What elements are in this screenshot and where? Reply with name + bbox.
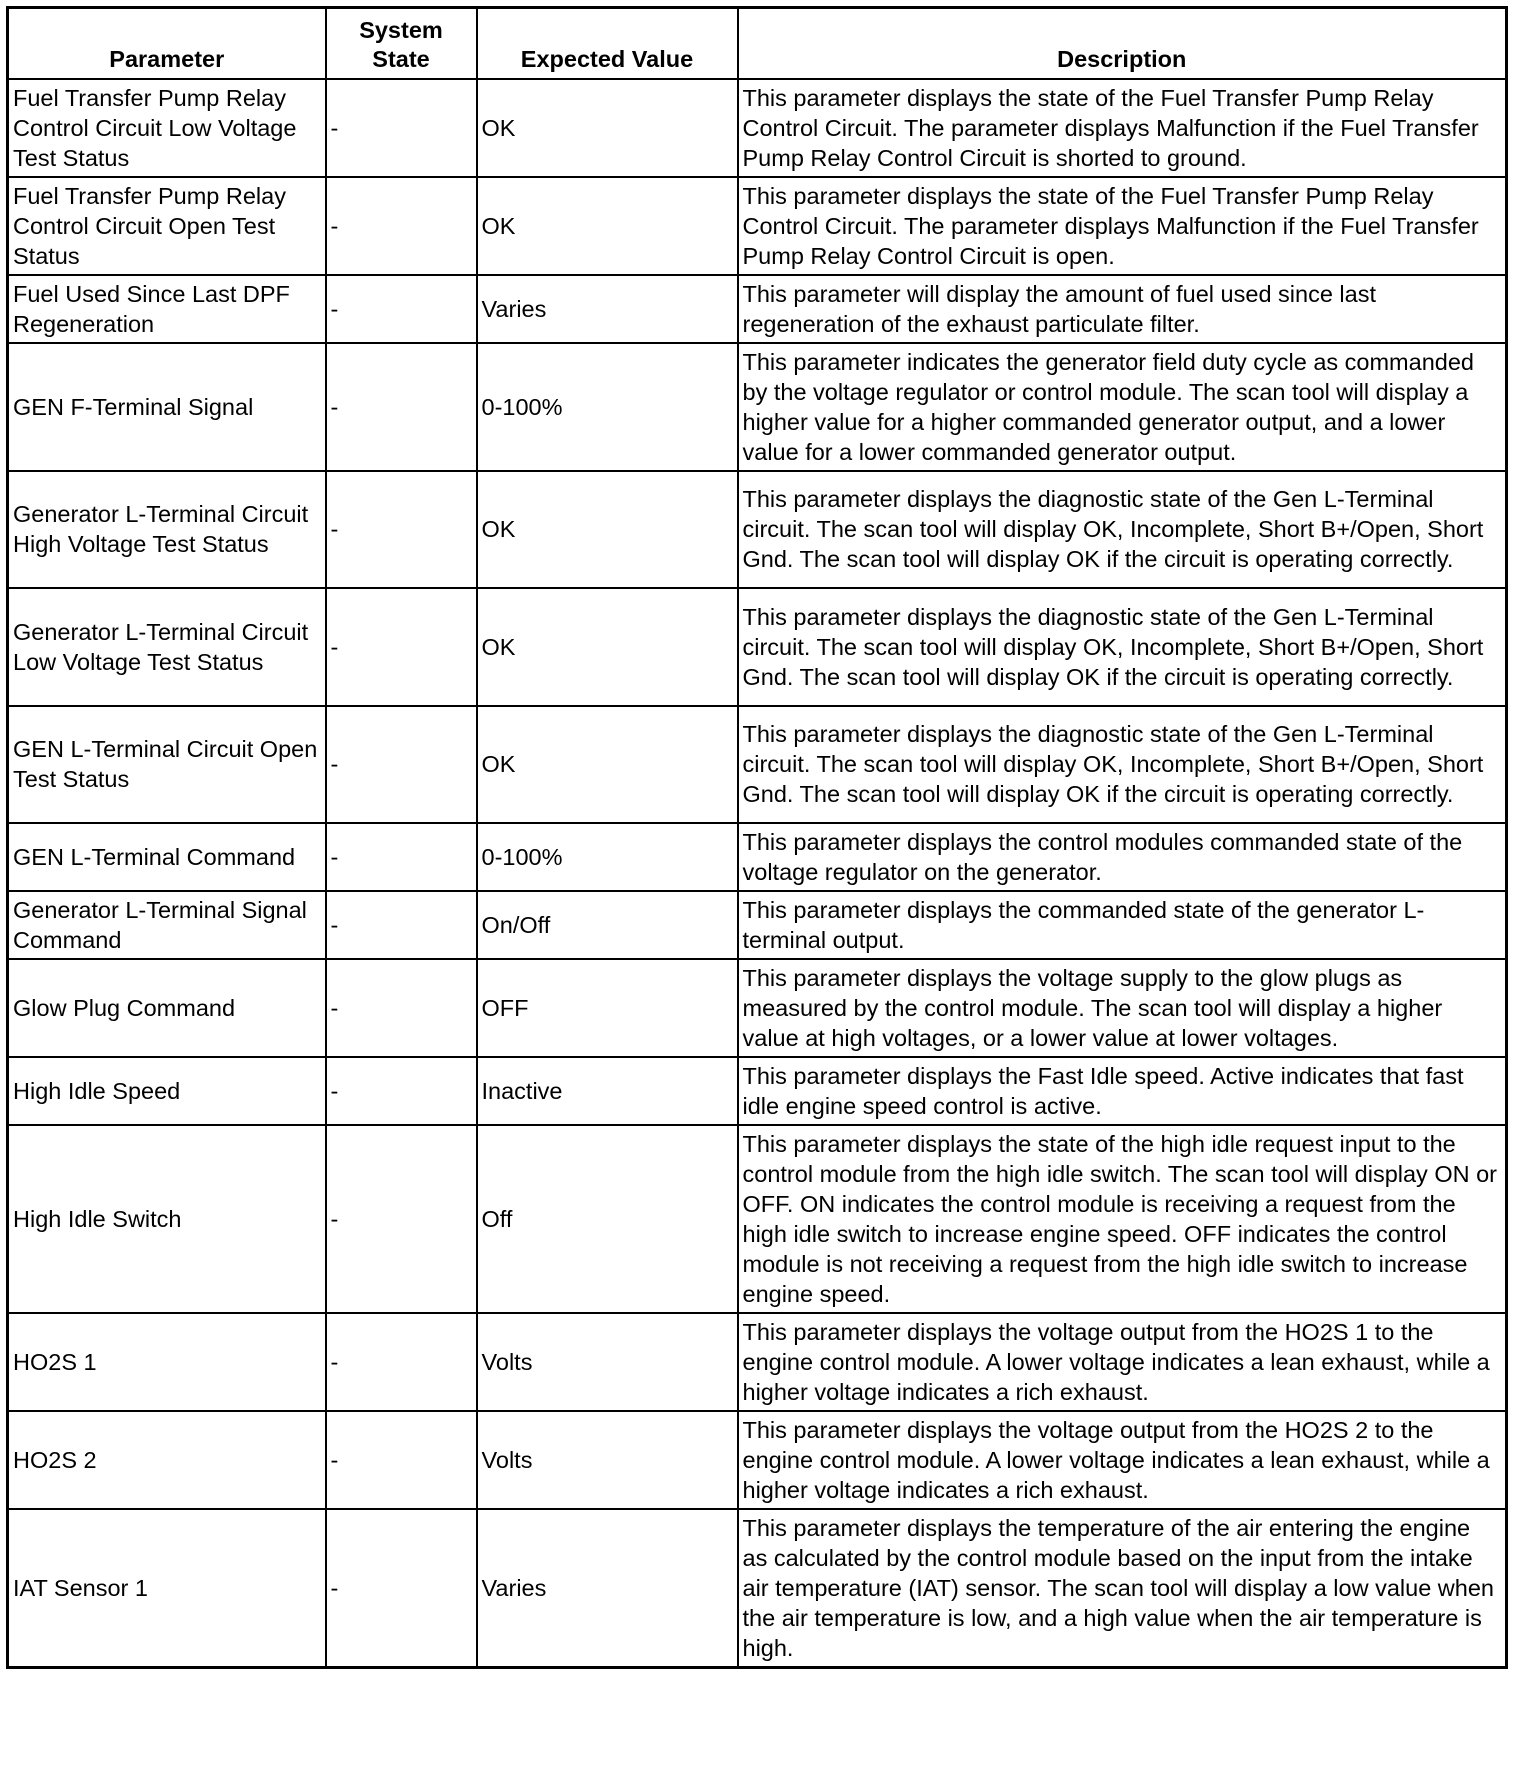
cell-expected-value: Volts [477,1313,738,1411]
cell-expected-value: 0-100% [477,823,738,891]
table-row [8,1509,1507,1668]
cell-system-state: - [326,275,477,343]
cell-expected-value: Inactive [477,1057,738,1125]
cell-parameter: Glow Plug Command [8,959,326,1057]
table-row [8,1125,1507,1313]
header-description: Description [738,8,1507,79]
table-row [8,177,1507,275]
cell-description: This parameter displays the state of the Fuel Transfer Pump Relay Control Circuit. The parameter displays Malfunction if the Fuel Transfer Pump Relay Control Circuit is shorted to ground. [738,79,1507,177]
table-row [8,1411,1507,1509]
table-row [8,275,1507,343]
cell-description: This parameter displays the Fast Idle speed. Active indicates that fast idle engine speed control is active. [738,1057,1507,1125]
table-row [8,343,1507,471]
table-row [8,471,1507,588]
cell-expected-value: Volts [477,1411,738,1509]
cell-system-state: - [326,1509,477,1668]
cell-expected-value: OK [477,177,738,275]
cell-parameter: IAT Sensor 1 [8,1509,326,1668]
cell-system-state: - [326,1313,477,1411]
cell-expected-value: Varies [477,1509,738,1668]
cell-parameter: GEN F-Terminal Signal [8,343,326,471]
cell-description: This parameter displays the state of the high idle request input to the control module from the high idle switch. The scan tool will display ON or OFF. ON indicates the control module is receiving a request from the high idle switch to increase engine speed. OFF indicates the control module is not receiving a request from the high idle switch to increase engine speed. [738,1125,1507,1313]
cell-description: This parameter displays the diagnostic state of the Gen L-Terminal circuit. The scan tool will display OK, Incomplete, Short B+/Open, Short Gnd. The scan tool will display OK if the circuit is operating correctly. [738,471,1507,588]
cell-parameter: Generator L-Terminal Signal Command [8,891,326,959]
cell-parameter: High Idle Switch [8,1125,326,1313]
table-row [8,1313,1507,1411]
header-expected-value: Expected Value [477,8,738,79]
cell-expected-value: Varies [477,275,738,343]
cell-system-state: - [326,706,477,823]
cell-description: This parameter displays the voltage output from the HO2S 2 to the engine control module. A lower voltage indicates a lean exhaust, while a higher voltage indicates a rich exhaust. [738,1411,1507,1509]
cell-expected-value: 0-100% [477,343,738,471]
cell-parameter: Fuel Transfer Pump Relay Control Circuit Low Voltage Test Status [8,79,326,177]
cell-expected-value: OK [477,79,738,177]
cell-system-state: - [326,588,477,706]
cell-parameter: Fuel Transfer Pump Relay Control Circuit Open Test Status [8,177,326,275]
table-header-row [8,8,1507,79]
cell-system-state: - [326,177,477,275]
cell-description: This parameter displays the voltage output from the HO2S 1 to the engine control module. A lower voltage indicates a lean exhaust, while a higher voltage indicates a rich exhaust. [738,1313,1507,1411]
cell-parameter: HO2S 2 [8,1411,326,1509]
table-row [8,706,1507,823]
table-row [8,79,1507,177]
cell-system-state: - [326,823,477,891]
cell-description: This parameter displays the temperature of the air entering the engine as calculated by the control module based on the input from the intake air temperature (IAT) sensor. The scan tool will display a low value when the air temperature is low, and a high value when the air temperature is high. [738,1509,1507,1668]
cell-parameter: Generator L-Terminal Circuit Low Voltage Test Status [8,588,326,706]
table-row [8,891,1507,959]
cell-parameter: GEN L-Terminal Command [8,823,326,891]
header-parameter: Parameter [8,8,326,79]
cell-parameter: Fuel Used Since Last DPF Regeneration [8,275,326,343]
cell-description: This parameter indicates the generator field duty cycle as commanded by the voltage regulator or control module. The scan tool will display a higher value for a higher commanded generator output, and a lower value for a lower commanded generator output. [738,343,1507,471]
table-row [8,823,1507,891]
cell-description: This parameter displays the diagnostic state of the Gen L-Terminal circuit. The scan tool will display OK, Incomplete, Short B+/Open, Short Gnd. The scan tool will display OK if the circuit is operating correctly. [738,588,1507,706]
cell-system-state: - [326,959,477,1057]
header-system-state [326,8,477,79]
cell-system-state: - [326,891,477,959]
cell-parameter: Generator L-Terminal Circuit High Voltage Test Status [8,471,326,588]
table-row [8,588,1507,706]
cell-expected-value: OK [477,706,738,823]
cell-description: This parameter displays the control modules commanded state of the voltage regulator on the generator. [738,823,1507,891]
cell-system-state: - [326,471,477,588]
cell-description: This parameter displays the diagnostic state of the Gen L-Terminal circuit. The scan tool will display OK, Incomplete, Short B+/Open, Short Gnd. The scan tool will display OK if the circuit is operating correctly. [738,706,1507,823]
cell-description: This parameter displays the voltage supply to the glow plugs as measured by the control module. The scan tool will display a higher value at high voltages, or a lower value at lower voltages. [738,959,1507,1057]
cell-expected-value: OFF [477,959,738,1057]
cell-system-state: - [326,343,477,471]
cell-system-state: - [326,79,477,177]
cell-parameter: High Idle Speed [8,1057,326,1125]
cell-expected-value: On/Off [477,891,738,959]
parameter-table [6,6,1508,1669]
cell-expected-value: OK [477,588,738,706]
table-row [8,1057,1507,1125]
cell-parameter: HO2S 1 [8,1313,326,1411]
cell-expected-value: OK [477,471,738,588]
cell-description: This parameter displays the commanded state of the generator L-terminal output. [738,891,1507,959]
cell-expected-value: Off [477,1125,738,1313]
cell-system-state: - [326,1411,477,1509]
table-body [8,79,1507,1668]
cell-parameter: GEN L-Terminal Circuit Open Test Status [8,706,326,823]
cell-description: This parameter displays the state of the Fuel Transfer Pump Relay Control Circuit. The parameter displays Malfunction if the Fuel Transfer Pump Relay Control Circuit is open. [738,177,1507,275]
cell-description: This parameter will display the amount of fuel used since last regeneration of the exhaust particulate filter. [738,275,1507,343]
table-row [8,959,1507,1057]
cell-system-state: - [326,1057,477,1125]
header-system-state-label: System State [359,16,443,72]
cell-system-state: - [326,1125,477,1313]
